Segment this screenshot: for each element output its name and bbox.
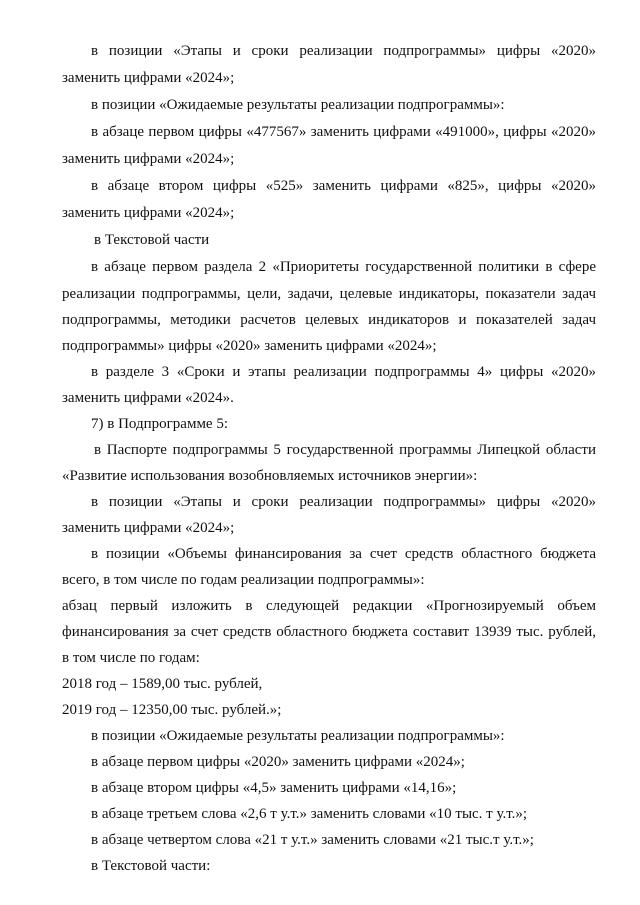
text-line: всего, в том числе по годам реализации подпрограммы»: [62, 572, 425, 588]
text-line: в абзаце первом цифры «2020» заменить цифрами «2024»; [91, 754, 465, 770]
text-line: в позиции «Ожидаемые результаты реализации подпрограммы»: [91, 97, 505, 113]
text-line: 2018 год – 1589,00 тыс. рублей, [62, 676, 263, 692]
text-line: 2019 год – 12350,00 тыс. рублей.»; [62, 702, 282, 718]
text-line: заменить цифрами «2024»; [62, 151, 235, 167]
text-line: в позиции «Этапы и сроки реализации подпрограммы» цифры «2020» [91, 43, 596, 59]
text-line: в абзаце втором цифры «525» заменить цифрами «825», цифры «2020» [91, 178, 596, 194]
text-line: подпрограммы» цифры «2020» заменить цифрами «2024»; [62, 338, 437, 354]
text-line: в том числе по годам: [62, 650, 200, 666]
text-line: «Развитие использования возобновляемых источников энергии»: [62, 468, 478, 484]
text-line: подпрограммы, методики расчетов целевых индикаторов и показателей задач [62, 312, 596, 328]
text-line: в абзаце третьем слова «2,6 т у.т.» заменить словами «10 тыс. т у.т.»; [91, 806, 528, 822]
text-line: в абзаце втором цифры «4,5» заменить цифрами «14,16»; [91, 780, 457, 796]
text-line: в абзаце первом цифры «477567» заменить цифрами «491000», цифры «2020» [91, 124, 596, 140]
text-line: в абзаце первом раздела 2 «Приоритеты государственной политики в сфере [91, 259, 596, 275]
text-line: заменить цифрами «2024»; [62, 520, 235, 536]
text-line: заменить цифрами «2024»; [62, 70, 235, 86]
text-line: 7) в Подпрограмме 5: [91, 416, 229, 432]
text-line: в позиции «Этапы и сроки реализации подпрограммы» цифры «2020» [91, 494, 596, 510]
text-line: заменить цифрами «2024»; [62, 205, 235, 221]
text-line: абзац первый изложить в следующей редакции «Прогнозируемый объем [62, 598, 596, 614]
text-line: в позиции «Ожидаемые результаты реализации подпрограммы»: [91, 728, 505, 744]
text-line: в Текстовой части: [91, 858, 211, 874]
text-line: заменить цифрами «2024». [62, 390, 234, 406]
text-line: в абзаце четвертом слова «21 т у.т.» заменить словами «21 тыс.т у.т.»; [91, 832, 534, 848]
text-line: в Паспорте подпрограммы 5 государственной программы Липецкой области [94, 442, 596, 458]
text-line: в позиции «Объемы финансирования за счет средств областного бюджета [91, 546, 596, 562]
text-line: финансирования за счет средств областного бюджета составит 13939 тыс. рублей, [62, 624, 596, 640]
text-line: реализации подпрограммы, цели, задачи, целевые индикаторы, показатели задач [62, 286, 596, 302]
text-line: в разделе 3 «Сроки и этапы реализации подпрограммы 4» цифры «2020» [91, 364, 596, 380]
text-line: в Текстовой части [94, 232, 210, 248]
